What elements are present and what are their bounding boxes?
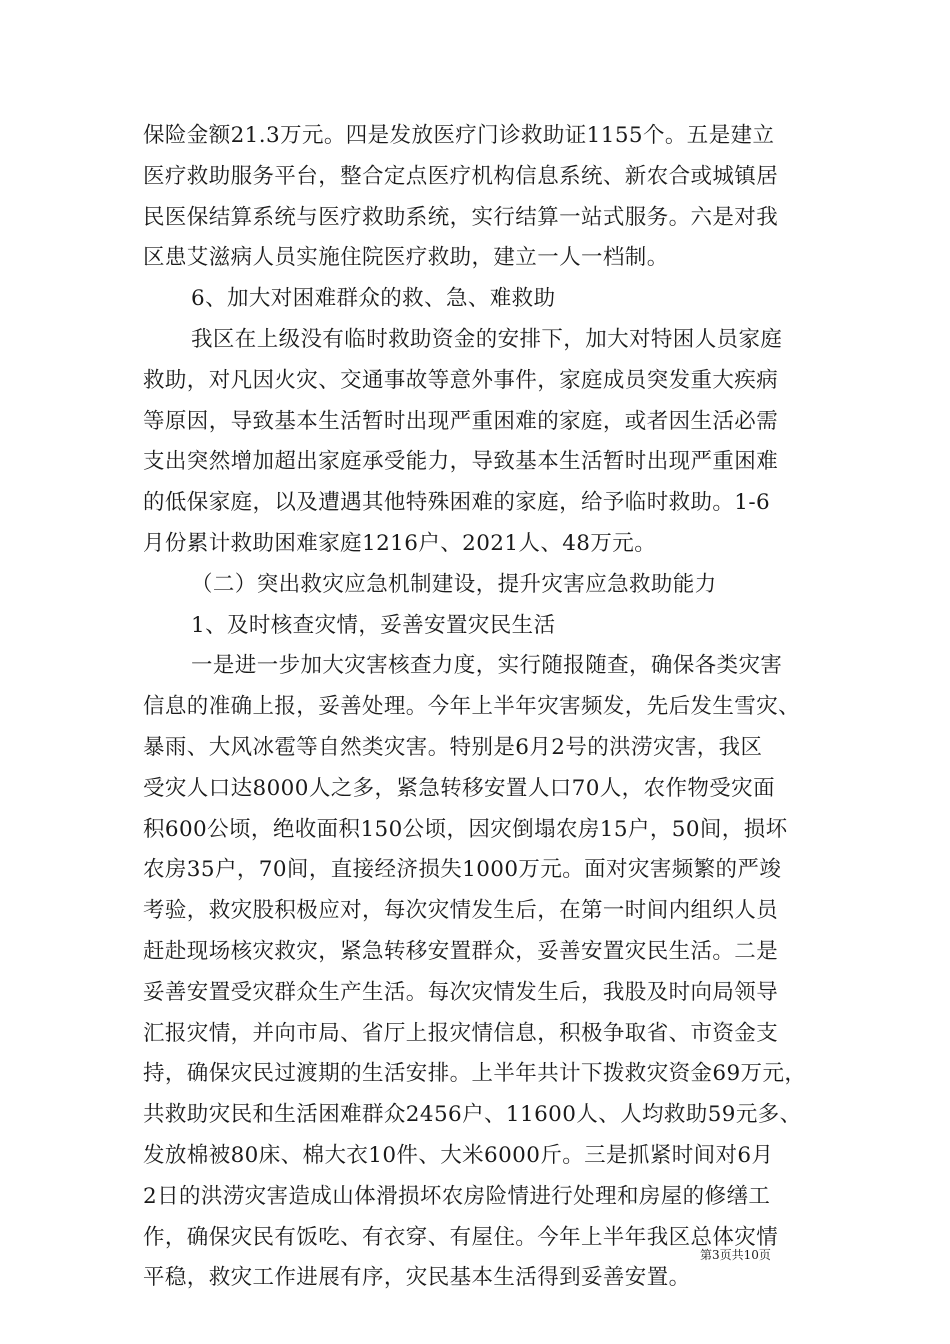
document-body — [143, 116, 811, 1299]
text-line: 持，确保灾民过渡期的生活安排。上半年共计下拨救灾资金69万元， — [143, 1061, 807, 1087]
text-line: 6、加大对困难群众的救、急、难救助 — [191, 286, 556, 312]
text-line: 共救助灾民和生活困难群众2456户、11600人、人均救助59元多、 — [143, 1102, 802, 1128]
text-line: 等原因，导致基本生活暂时出现严重困难的家庭，或者因生活必需 — [143, 408, 779, 434]
text-line: 赶赴现场核灾救灾，紧急转移安置群众，妥善安置灾民生活。二是 — [143, 938, 779, 964]
text-line: （二）突出救灾应急机制建设，提升灾害应急救助能力 — [191, 571, 717, 597]
text-line: 保险金额21.3万元。四是发放医疗门诊救助证1155个。五是建立 — [143, 123, 775, 148]
text-line: 救助，对凡因火灾、交通事故等意外事件，家庭成员突发重大疾病 — [143, 367, 779, 393]
text-line: 区患艾滋病人员实施住院医疗救助，建立一人一档制。 — [143, 245, 669, 271]
text-line: 受灾人口达8000人之多，紧急转移安置人口70人，农作物受灾面 — [143, 775, 775, 801]
text-line: 积600公顷，绝收面积150公顷，因灾倒塌农房15户，50间，损坏 — [143, 816, 788, 842]
text-line: 支出突然增加超出家庭承受能力，导致基本生活暂时出现严重困难 — [143, 449, 779, 475]
text-line: 一是进一步加大灾害核查力度，实行随报随查，确保各类灾害 — [191, 653, 783, 679]
text-line: 的低保家庭，以及遭遇其他特殊困难的家庭，给予临时救助。1-6 — [143, 490, 771, 516]
text-line: 医疗救助服务平台，整合定点医疗机构信息系统、新农合或城镇居 — [143, 163, 779, 189]
text-line: 考验，救灾股积极应对，每次灾情发生后，在第一时间内组织人员 — [143, 898, 779, 924]
text-line: 平稳，救灾工作进展有序，灾民基本生活得到妥善安置。 — [143, 1265, 691, 1291]
text-line: 汇报灾情，并向市局、省厅上报灾情信息，积极争取省、市资金支 — [143, 1020, 779, 1046]
text-line: 信息的准确上报，妥善处理。今年上半年灾害频发，先后发生雪灾、 — [143, 694, 801, 720]
text-line: 暴雨、大风冰雹等自然类灾害。特别是6月2号的洪涝灾害，我区 — [143, 734, 763, 760]
text-line: 1、及时核查灾情，妥善安置灾民生活 — [191, 612, 556, 638]
text-line: 作，确保灾民有饭吃、有衣穿、有屋住。今年上半年我区总体灾情 — [143, 1224, 779, 1250]
text-line: 发放棉被80床、棉大衣10件、大米6000斤。三是抓紧时间对6月 — [143, 1142, 774, 1168]
text-line: 妥善安置受灾群众生产生活。每次灾情发生后，我股及时向局领导 — [143, 979, 779, 1005]
text-line: 民医保结算系统与医疗救助系统，实行结算一站式服务。六是对我 — [143, 204, 779, 230]
page-number: 第3页共10页 — [700, 1248, 771, 1262]
text-line: 我区在上级没有临时救助资金的安排下，加大对特困人员家庭 — [191, 326, 783, 352]
text-line: 农房35户，70间，直接经济损失1000万元。面对灾害频繁的严竣 — [143, 857, 782, 883]
text-line: 2日的洪涝灾害造成山体滑损坏农房险情进行处理和房屋的修缮工 — [143, 1183, 771, 1209]
text-line: 月份累计救助困难家庭1216户、2021人、48万元。 — [143, 530, 657, 556]
